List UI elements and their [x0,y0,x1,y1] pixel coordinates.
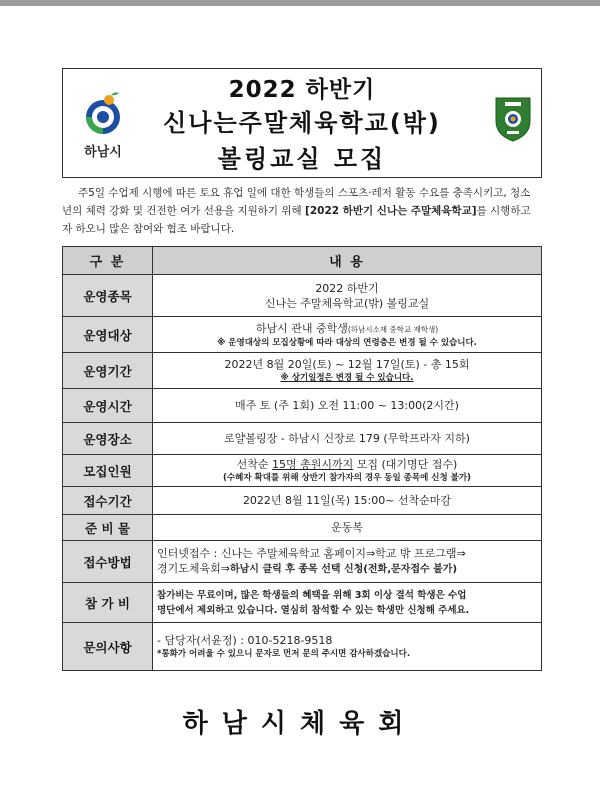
supplies-content: 운동복 [153,515,542,541]
row-label: 접수방법 [63,541,153,583]
fee-line1: 참가비는 무료이며, 많은 학생들의 혜택을 위해 3회 이상 결석 학생은 수업 [157,589,467,601]
method-line1: 인터넷접수 : 신나는 주말체육학교 홈페이지⇒학교 밖 프로그램⇒ [157,547,466,560]
row-content [153,275,542,317]
period-note: ※ 상기일정은 변경 될 수 있습니다. [280,373,414,383]
period-main: 2022년 8월 20일(토) ~ 12월 17일(토) - 총 15회 [224,358,470,371]
row-label: 접수기간 [63,487,153,515]
row-label: 문의사항 [63,623,153,671]
table-row [63,275,542,317]
method-line2-before: 경기도체육회⇒ [157,562,230,575]
table-row [63,583,542,623]
info-table [62,246,542,671]
table-row [63,487,542,515]
place-content: 로얄볼링장 - 하남시 신장로 179 (무학프라자 지하) [153,423,542,455]
table-row [63,423,542,455]
event-line1: 2022 하반기 [315,281,379,295]
row-content [153,541,542,583]
row-label: 참 가 비 [63,583,153,623]
row-content [153,583,542,623]
row-label: 운영대상 [63,317,153,353]
time-content: 매주 토 (주 1회) 오전 11:00 ~ 13:00(2시간) [153,389,542,423]
footer-organization: 하남시체육회 [182,709,418,739]
contact-line2: *통화가 어려울 수 있으니 문자로 먼저 문의 주시면 감사하겠습니다. [157,649,411,659]
table-row [63,455,542,487]
recruit-main-after: 모집 (대기명단 접수) [353,458,458,471]
emblem-shield-icon [493,95,533,143]
title-box [62,68,542,178]
recruit-note: (수혜자 확대를 위해 상반기 참가자의 경우 동일 종목에 신청 불가) [223,473,471,483]
intro-paragraph [62,184,540,238]
school-emblem [493,95,533,143]
contact-line1: - 담당자(서윤정) : 010-5218-9518 [157,634,333,647]
row-label: 운영기간 [63,353,153,389]
recruit-main-before: 선착순 [236,458,273,471]
table-row [63,623,542,671]
top-edge-shadow [0,0,600,6]
row-label: 운영장소 [63,423,153,455]
target-main-small: (하남시소재 중학교 재학생) [347,324,439,334]
target-note: ※ 운영대상의 모집상황에 따라 대상의 연령층은 변경 될 수 있습니다. [217,337,477,348]
target-main: 하남시 관내 중학생 [255,321,348,335]
row-label: 모집인원 [63,455,153,487]
table-row [63,541,542,583]
recruit-main-underline: 15명 총원시까지 [272,458,354,471]
title-year: 2022 하반기 [228,77,376,103]
table-header-row [63,247,542,275]
fee-line2: 명단에서 제외하고 있습니다. 열심히 참석할 수 있는 학생만 신청해 주세요. [157,604,470,616]
table-row [63,317,542,353]
title-recruit: 볼링교실 모집 [217,145,387,173]
header-category: 구 분 [63,247,153,275]
method-line2-bold: 하남시 클릭 후 종목 선택 신청(전화,문자접수 불가) [229,564,458,575]
row-label: 운영종목 [63,275,153,317]
row-content [153,317,542,353]
intro-text-bold: [2022 하반기 신나는 주말체육학교] [305,205,477,217]
header-content: 내 용 [153,247,542,275]
table-row [63,515,542,541]
apply-period-content: 2022년 8월 11일(목) 15:00~ 선착순마감 [153,487,542,515]
table-row [63,389,542,423]
row-label: 준 비 물 [63,515,153,541]
row-content [153,455,542,487]
intro-text-after: 를 시행하고자 하오니 많은 참여와 협조 바랍니다. [62,205,531,235]
table-row [63,353,542,389]
intro-text-before: 주5일 수업제 시행에 따른 토요 휴업 일에 대한 학생들의 스포츠·레저 활동 수요를 충족시키고, 청소년의 체력 강화 및 건전한 여가 선용을 지원하기 위해 [62,187,531,217]
row-content [153,623,542,671]
title-program: 신나는주말체육학교(밖) [163,109,441,137]
event-line2: 신나는 주말체육학교(밖) 볼링교실 [264,296,430,310]
row-content [153,353,542,389]
row-label: 운영시간 [63,389,153,423]
hanam-logo-text: 하남시 [84,145,122,160]
